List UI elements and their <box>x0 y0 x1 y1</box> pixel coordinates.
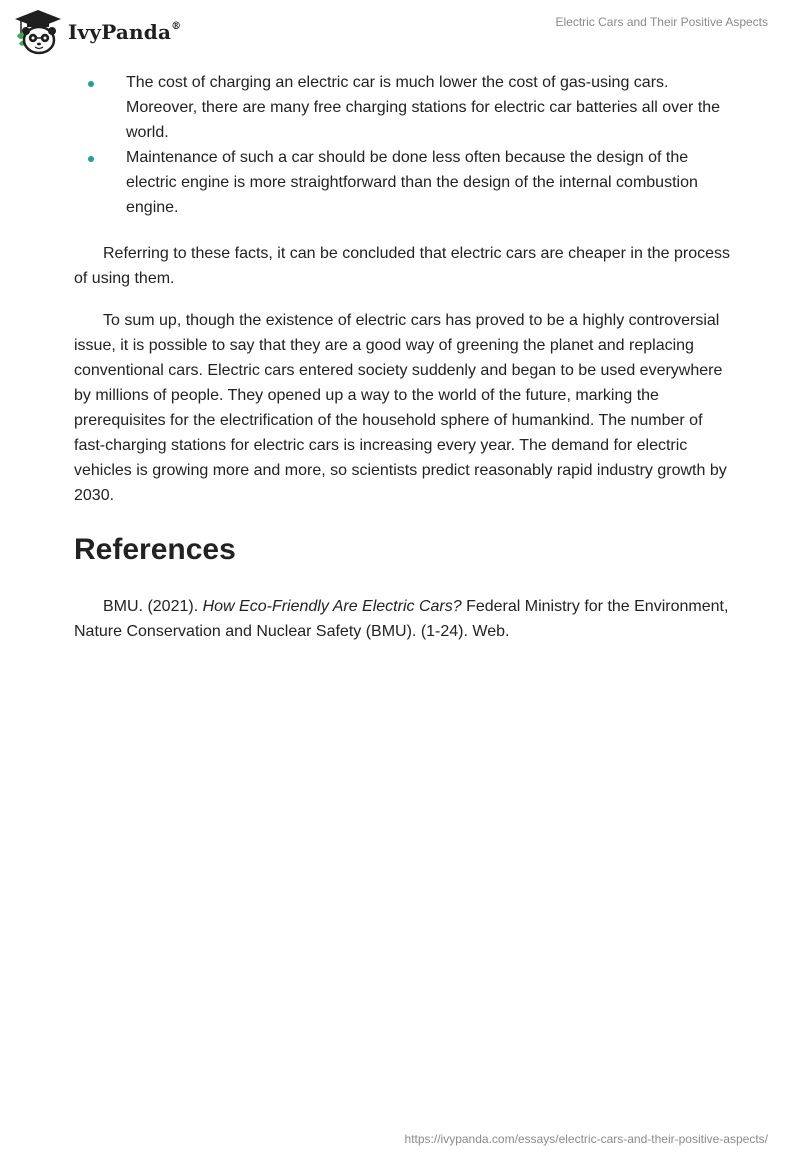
registered-mark: ® <box>171 21 182 33</box>
panda-graduate-icon <box>14 9 62 55</box>
bullet-list <box>74 70 734 220</box>
reference-prefix: BMU. (2021). <box>103 598 203 615</box>
essay-body <box>74 70 734 644</box>
paragraph: Referring to these facts, it can be concluded that electric cars are cheaper in the process of using them. <box>74 245 730 287</box>
list-item <box>74 145 734 220</box>
bullet-dot-icon <box>88 81 94 87</box>
reference-suffix: Federal Ministry for the Environment, Nature Conservation and Nuclear Safety (BMU). (1-24). Web. <box>74 598 729 640</box>
bullet-dot-icon <box>88 156 94 162</box>
list-item-text: Maintenance of such a car should be done less often because the design of the electric engine is more straightforward than the design of the internal combustion engine. <box>126 149 698 216</box>
ivypanda-logo[interactable] <box>14 9 181 55</box>
source-url[interactable]: https://ivypanda.com/essays/electric-cars-and-their-positive-aspects/ <box>404 1132 768 1146</box>
brand-name: IvyPanda® <box>68 20 182 44</box>
reference-entry <box>74 594 734 644</box>
references-heading: References <box>74 533 236 566</box>
reference-title: How Eco-Friendly Are Electric Cars? <box>202 598 462 615</box>
list-item <box>74 70 734 145</box>
running-title: Electric Cars and Their Positive Aspects <box>555 15 768 29</box>
page-header <box>0 0 800 64</box>
paragraph: To sum up, though the existence of electric cars has proved to be a highly controversial issue, it is possible to say that they are a good way of greening the planet and replacing conventional cars. Electric cars entered society suddenly and began to be used everywhere by millions of people. They opened up a way to the world of the future, marking the prerequisites for the electrification of the household sphere of humankind. The number of fast-charging stations for electric cars is increasing every year. The demand for electric vehicles is growing more and more, so scientists predict reasonably rapid industry growth by 2030. <box>74 312 727 504</box>
list-item-text: The cost of charging an electric car is much lower the cost of gas-using cars. Moreover, there are many free charging stations for electric car batteries all over the world. <box>126 74 721 141</box>
